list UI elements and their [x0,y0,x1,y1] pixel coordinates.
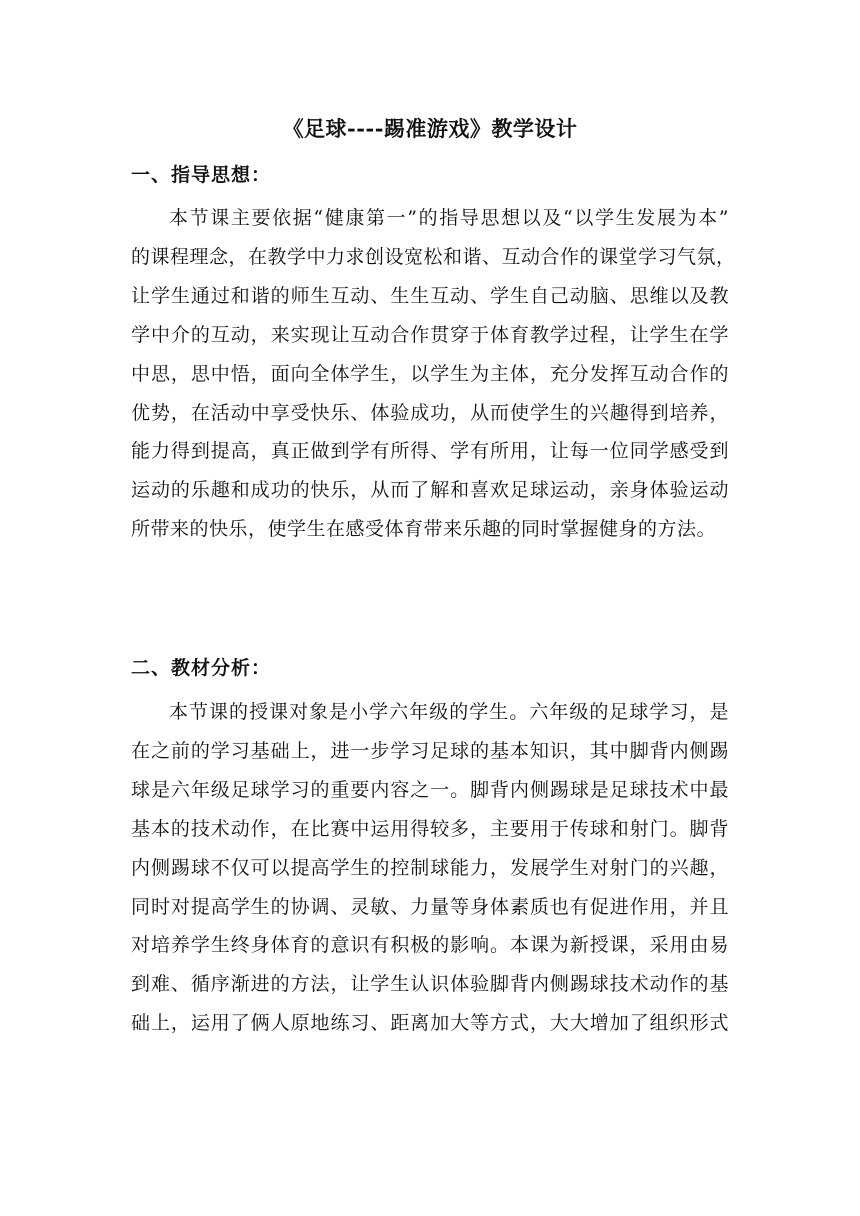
paragraph-line: 对培养学生终身体育的意识有积极的影响。本课为新授课，采用由易 [131,934,729,957]
paragraph-line: 基本的技术动作，在比赛中运用得较多，主要用于传球和射门。脚背 [131,817,729,840]
paragraph-line: 同时对提高学生的协调、灵敏、力量等身体素质也有促进作用，并且 [131,895,729,918]
section-paragraph-guiding-ideology [131,199,736,549]
paragraph-line: 优势，在活动中享受快乐、体验成功，从而使学生的兴趣得到培养， [131,401,729,424]
paragraph-line: 所带来的快乐，使学生在感受体育带来乐趣的同时掌握健身的方法。 [131,518,717,541]
paragraph-line: 运动的乐趣和成功的快乐，从而了解和喜欢足球运动，亲身体验运动 [131,479,729,502]
paragraph-line: 本节课主要依据“健康第一”的指导思想以及“以学生发展为本” [169,207,729,229]
paragraph-line: 内侧踢球不仅可以提高学生的控制球能力，发展学生对射门的兴趣， [131,856,729,879]
section-heading-material-analysis: 二、教材分析： [131,657,272,679]
section-paragraph-material-analysis [131,693,729,1043]
document-title: 《足球----踢准游戏》教学设计 [282,116,578,141]
paragraph-line: 到难、循序渐进的方法，让学生认识体验脚背内侧踢球技术动作的基 [131,973,729,996]
paragraph-line: 中思，思中悟，面向全体学生，以学生为主体，充分发挥互动合作的 [131,362,729,385]
paragraph-line: 能力得到提高，真正做到学有所得、学有所用，让每一位同学感受到 [131,440,729,463]
paragraph-line: 在之前的学习基础上，进一步学习足球的基本知识，其中脚背内侧踢 [131,739,729,762]
section-heading-guiding-ideology: 一、指导思想： [131,164,272,186]
paragraph-line: 本节课的授课对象是小学六年级的学生。六年级的足球学习，是 [169,701,729,723]
paragraph-line: 础上，运用了俩人原地练习、距离加大等方式，大大增加了组织形式 [131,1012,729,1035]
paragraph-line: 让学生通过和谐的师生互动、生生互动、学生自己动脑、思维以及教 [131,284,729,307]
paragraph-line: 学中介的互动，来实现让互动合作贯穿于体育教学过程，让学生在学 [131,323,729,346]
paragraph-line: 的课程理念，在教学中力求创设宽松和谐、互动合作的课堂学习气氛， [131,245,736,268]
paragraph-line: 球是六年级足球学习的重要内容之一。脚背内侧踢球是足球技术中最 [131,778,729,801]
